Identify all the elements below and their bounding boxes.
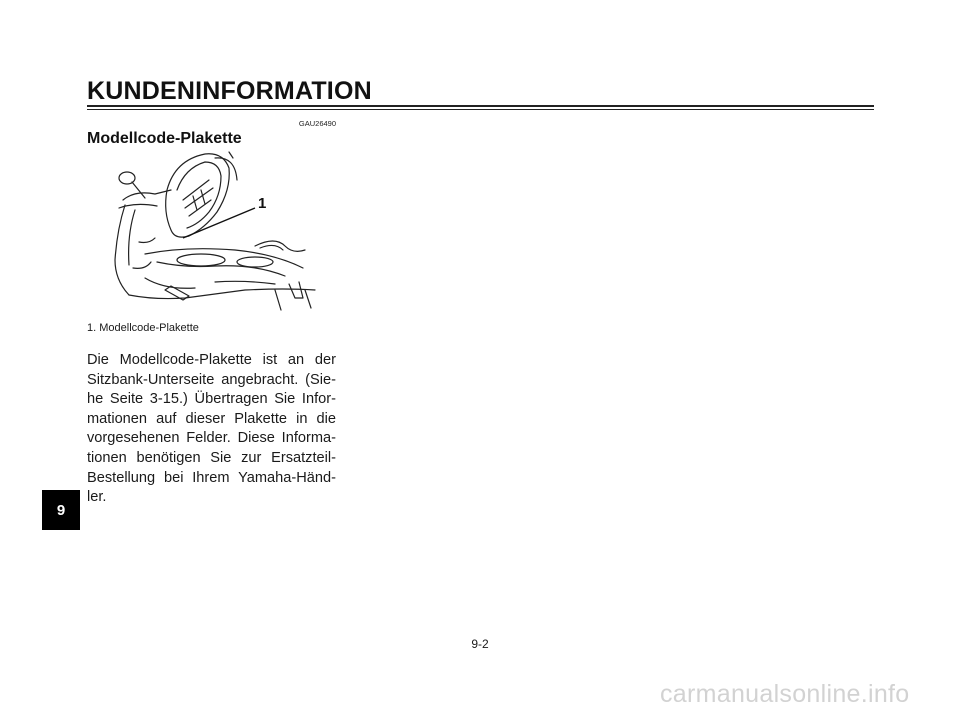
sub-heading: Modellcode-Plakette xyxy=(87,130,242,147)
header-rule-thin xyxy=(87,109,874,110)
chapter-tab xyxy=(42,490,80,530)
page-number: 9-2 xyxy=(471,637,489,651)
section-title: KUNDENINFORMATION xyxy=(87,77,372,105)
callout-number: 1 xyxy=(258,195,267,212)
scooter-line-drawing xyxy=(105,150,330,320)
watermark: carmanualsonline.info xyxy=(660,680,910,708)
chapter-number: 9 xyxy=(56,501,66,519)
header-rule-thick xyxy=(87,105,874,107)
reference-code: GAU26490 xyxy=(298,119,336,128)
figure-caption: 1. Modellcode-Plakette xyxy=(87,322,199,334)
body-paragraph: Die Modellcode-Plakette ist an der Sitzbank-Unterseite angebracht. (Sie-he Seite 3-15.) Übertragen Sie Infor-mationen auf dieser Plakette in die vorgesehenen Felder. Diese Informa-tionen benötigen Sie zur Ersatzteil-Bestellung bei Ihrem Yamaha-Händ-ler. xyxy=(87,352,336,506)
scooter-seat-illustration xyxy=(105,150,330,320)
